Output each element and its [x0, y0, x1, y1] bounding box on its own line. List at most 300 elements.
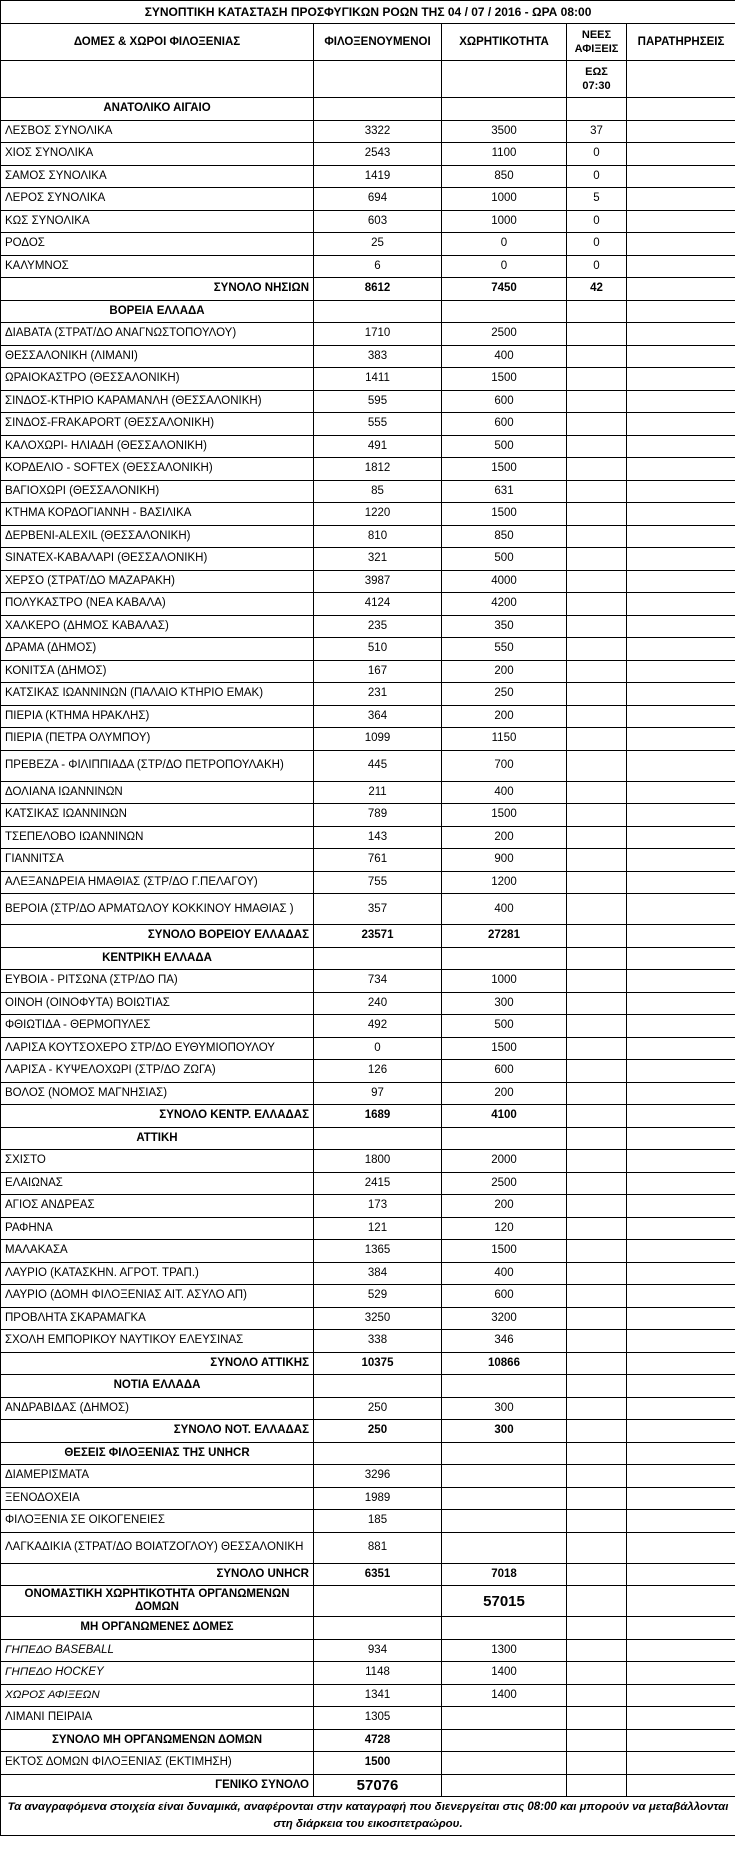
hosted-count: 755	[314, 871, 442, 894]
capacity-count: 1500	[442, 503, 567, 526]
table-row	[1, 503, 735, 526]
remarks-cell	[627, 1060, 735, 1083]
facility-name: ΧΕΡΣΟ (ΣΤΡΑΤ/ΔΟ ΜΑΖΑΡΑΚΗ)	[1, 570, 314, 593]
section-header-unorganized	[1, 1617, 735, 1640]
header-new-arrivals: ΝΕΕΣ ΑΦΙΞΕΙΣ	[567, 24, 627, 61]
arrivals-count	[567, 1195, 627, 1218]
total-hosted: 250	[314, 1420, 442, 1443]
arrivals-count	[567, 781, 627, 804]
arrivals-count	[567, 638, 627, 661]
table-row	[1, 210, 735, 233]
arrivals-count	[567, 570, 627, 593]
facility-name: ΧΩΡΟΣ ΑΦΙΞΕΩΝ	[1, 1684, 314, 1707]
table-row	[1, 1662, 735, 1685]
header-capacity: ΧΩΡΗΤΙΚΟΤΗΤΑ	[442, 24, 567, 61]
arrivals-count	[567, 804, 627, 827]
facility-name: ΒΑΓΙΟΧΩΡΙ (ΘΕΣΣΑΛΟΝΙΚΗ)	[1, 480, 314, 503]
facility-name: ΩΡΑΙΟΚΑΣΤΡΟ (ΘΕΣΣΑΛΟΝΙΚΗ)	[1, 368, 314, 391]
table-row	[1, 1262, 735, 1285]
section-title: ΒΟΡΕΙΑ ΕΛΛΑΔΑ	[1, 300, 314, 323]
hosted-count: 0	[314, 1037, 442, 1060]
capacity-count: 1000	[442, 188, 567, 211]
remarks-cell	[627, 413, 735, 436]
table-row	[1, 593, 735, 616]
table-row	[1, 143, 735, 166]
total-hosted: 8612	[314, 278, 442, 301]
table-row	[1, 728, 735, 751]
hosted-count: 1812	[314, 458, 442, 481]
remarks-cell	[627, 143, 735, 166]
hosted-count: 1710	[314, 323, 442, 346]
remarks-cell	[627, 1240, 735, 1263]
section-header-south	[1, 1375, 735, 1398]
organized-capacity-row	[1, 1586, 735, 1617]
capacity-count: 850	[442, 165, 567, 188]
facility-name: ΠΟΛΥΚΑΣΤΡΟ (ΝΕΑ ΚΑΒΑΛΑ)	[1, 593, 314, 616]
hosted-count: 810	[314, 525, 442, 548]
section-header-unhcr	[1, 1442, 735, 1465]
table-row	[1, 188, 735, 211]
total-capacity: 7018	[442, 1563, 567, 1586]
arrivals-count	[567, 1330, 627, 1353]
header-remarks: ΠΑΡΑΤΗΡΗΣΕΙΣ	[627, 24, 735, 61]
hosted-count: 211	[314, 781, 442, 804]
facility-name: ΑΓΙΟΣ ΑΝΔΡΕΑΣ	[1, 1195, 314, 1218]
remarks-cell	[627, 188, 735, 211]
facility-name: ΓΗΠΕΔΟ BASEBALL	[1, 1639, 314, 1662]
table-row	[1, 1487, 735, 1510]
table-row	[1, 435, 735, 458]
capacity-count: 2500	[442, 1172, 567, 1195]
capacity-count: 1100	[442, 143, 567, 166]
remarks-cell	[627, 638, 735, 661]
table-row	[1, 525, 735, 548]
facility-name: ΚΟΡΔΕΛΙΟ - SOFTEX (ΘΕΣΣΑΛΟΝΙΚΗ)	[1, 458, 314, 481]
hosted-count: 529	[314, 1285, 442, 1308]
arrivals-count	[567, 660, 627, 683]
hosted-count: 173	[314, 1195, 442, 1218]
remarks-cell	[627, 345, 735, 368]
capacity-count: 4200	[442, 593, 567, 616]
table-row	[1, 660, 735, 683]
total-label: ΣΥΝΟΛΟ ΝΗΣΙΩΝ	[1, 278, 314, 301]
remarks-cell	[627, 570, 735, 593]
hosted-count: 694	[314, 188, 442, 211]
remarks-cell	[627, 849, 735, 872]
facility-name: ΣΧΙΣΤΟ	[1, 1150, 314, 1173]
capacity-count: 400	[442, 781, 567, 804]
hosted-count: 3296	[314, 1465, 442, 1488]
remarks-cell	[627, 1487, 735, 1510]
total-arrivals	[567, 1420, 627, 1443]
table-row	[1, 1397, 735, 1420]
organized-capacity-value: 57015	[442, 1586, 567, 1617]
remarks-cell	[627, 548, 735, 571]
facility-name: ΛΑΥΡΙΟ (ΔΟΜΗ ΦΙΛΟΞΕΝΙΑΣ ΑΙΤ. ΑΣΥΛΟ ΑΠ)	[1, 1285, 314, 1308]
remarks-cell	[627, 368, 735, 391]
hosted-count: 445	[314, 750, 442, 781]
remarks-cell	[627, 255, 735, 278]
table-row	[1, 1465, 735, 1488]
facility-name: ΚΑΤΣΙΚΑΣ ΙΩΑΝΝΙΝΩΝ	[1, 804, 314, 827]
facility-name: ΔΟΛΙΑΝΑ ΙΩΑΝΝΙΝΩΝ	[1, 781, 314, 804]
remarks-cell	[627, 894, 735, 925]
remarks-cell	[627, 1172, 735, 1195]
table-row	[1, 413, 735, 436]
grand-total-label: ΓΕΝΙΚΟ ΣΥΝΟΛΟ	[1, 1774, 314, 1797]
hosted-count: 761	[314, 849, 442, 872]
facility-name: SINATEX-ΚΑΒΑΛΑΡΙ (ΘΕΣΣΑΛΟΝΙΚΗ)	[1, 548, 314, 571]
section-title: ΜΗ ΟΡΓΑΝΩΜΕΝΕΣ ΔΟΜΕΣ	[1, 1617, 314, 1640]
capacity-count: 200	[442, 705, 567, 728]
remarks-cell	[627, 992, 735, 1015]
hosted-count: 85	[314, 480, 442, 503]
table-row	[1, 1532, 735, 1563]
facility-name: ΚΑΛΥΜΝΟΣ	[1, 255, 314, 278]
remarks-cell	[627, 1510, 735, 1533]
capacity-count: 600	[442, 1285, 567, 1308]
facility-name: ΛΑΓΚΑΔΙΚΙΑ (ΣΤΡΑΤ/ΔΟ ΒΟΙΑΤΖΟΓΛΟΥ) ΘΕΣΣΑΛΟΝΙΚΗ	[1, 1532, 314, 1563]
arrivals-count	[567, 1060, 627, 1083]
total-arrivals	[567, 1352, 627, 1375]
header-new-arrivals-time: ΕΩΣ 07:30	[567, 61, 627, 98]
table-row	[1, 1060, 735, 1083]
facility-name: ΚΑΛΟΧΩΡΙ- ΗΛΙΑΔΗ (ΘΕΣΣΑΛΟΝΙΚΗ)	[1, 435, 314, 458]
capacity-count: 500	[442, 1015, 567, 1038]
arrivals-count	[567, 1172, 627, 1195]
arrivals-count	[567, 826, 627, 849]
arrivals-count: 37	[567, 120, 627, 143]
facility-name: ΣΙΝΔΟΣ-ΚΤΗΡΙΟ ΚΑΡΑΜΑΝΛΗ (ΘΕΣΣΑΛΟΝΙΚΗ)	[1, 390, 314, 413]
hosted-count: 881	[314, 1532, 442, 1563]
table-row	[1, 1307, 735, 1330]
table-row	[1, 1172, 735, 1195]
remarks-cell	[627, 323, 735, 346]
table-row	[1, 1707, 735, 1730]
facility-name: ΦΙΛΟΞΕΝΙΑ ΣΕ ΟΙΚΟΓΕΝΕΙΕΣ	[1, 1510, 314, 1533]
capacity-count: 400	[442, 894, 567, 925]
total-arrivals	[567, 925, 627, 948]
section-total-central	[1, 1105, 735, 1128]
section-total-unorganized	[1, 1729, 735, 1752]
arrivals-count	[567, 1487, 627, 1510]
capacity-count	[442, 1487, 567, 1510]
arrivals-count: 0	[567, 210, 627, 233]
table-row	[1, 750, 735, 781]
facility-name: ΠΡΟΒΛΗΤΑ ΣΚΑΡΑΜΑΓΚΑ	[1, 1307, 314, 1330]
remarks-cell	[627, 390, 735, 413]
arrivals-count	[567, 525, 627, 548]
facility-name: ΔΡΑΜΑ (ΔΗΜΟΣ)	[1, 638, 314, 661]
total-label: ΣΥΝΟΛΟ UNHCR	[1, 1563, 314, 1586]
facility-name: ΤΣΕΠΕΛΟΒΟ ΙΩΑΝΝΙΝΩΝ	[1, 826, 314, 849]
table-row	[1, 570, 735, 593]
total-hosted: 1689	[314, 1105, 442, 1128]
arrivals-count	[567, 1217, 627, 1240]
facility-name: ΓΗΠΕΔΟ HOCKEY	[1, 1662, 314, 1685]
section-header-north	[1, 300, 735, 323]
hosted-count: 555	[314, 413, 442, 436]
table-row	[1, 480, 735, 503]
arrivals-count	[567, 413, 627, 436]
hosted-count: 357	[314, 894, 442, 925]
section-total-south	[1, 1420, 735, 1443]
hosted-count: 734	[314, 970, 442, 993]
hosted-count: 1220	[314, 503, 442, 526]
capacity-count: 3200	[442, 1307, 567, 1330]
table-row	[1, 992, 735, 1015]
facility-name: ΠΙΕΡΙΑ (ΠΕΤΡΑ ΟΛΥΜΠΟΥ)	[1, 728, 314, 751]
hosted-count: 2543	[314, 143, 442, 166]
capacity-count: 600	[442, 413, 567, 436]
remarks-cell	[627, 871, 735, 894]
capacity-count: 0	[442, 233, 567, 256]
arrivals-count	[567, 1262, 627, 1285]
table-row	[1, 1195, 735, 1218]
capacity-count: 1150	[442, 728, 567, 751]
arrivals-count	[567, 1465, 627, 1488]
remarks-cell	[627, 728, 735, 751]
hosted-count: 1800	[314, 1150, 442, 1173]
hosted-count: 1411	[314, 368, 442, 391]
facility-name: ΑΝΔΡΑΒΙΔΑΣ (ΔΗΜΟΣ)	[1, 1397, 314, 1420]
table-row	[1, 390, 735, 413]
remarks-cell	[627, 233, 735, 256]
table-row	[1, 1510, 735, 1533]
arrivals-count	[567, 1150, 627, 1173]
arrivals-count	[567, 368, 627, 391]
capacity-count	[442, 1510, 567, 1533]
capacity-count: 400	[442, 345, 567, 368]
capacity-count: 200	[442, 1195, 567, 1218]
section-total-north	[1, 925, 735, 948]
capacity-count: 1300	[442, 1639, 567, 1662]
remarks-cell	[627, 1082, 735, 1105]
facility-name: ΓΙΑΝΝΙΤΣΑ	[1, 849, 314, 872]
hosted-count: 321	[314, 548, 442, 571]
table-row	[1, 1217, 735, 1240]
total-capacity: 7450	[442, 278, 567, 301]
hosted-count: 3987	[314, 570, 442, 593]
grand-total-row	[1, 1774, 735, 1797]
section-title: ΝΟΤΙΑ ΕΛΛΑΔΑ	[1, 1375, 314, 1398]
capacity-count: 3500	[442, 120, 567, 143]
table-row	[1, 826, 735, 849]
section-header-attica	[1, 1127, 735, 1150]
total-label: ΣΥΝΟΛΟ ΚΕΝΤΡ. ΕΛΛΑΔΑΣ	[1, 1105, 314, 1128]
capacity-count: 2000	[442, 1150, 567, 1173]
total-capacity: 27281	[442, 925, 567, 948]
arrivals-count	[567, 503, 627, 526]
total-arrivals	[567, 1563, 627, 1586]
hosted-count: 510	[314, 638, 442, 661]
arrivals-count	[567, 750, 627, 781]
hosted-count: 603	[314, 210, 442, 233]
organized-capacity-label: ΟΝΟΜΑΣΤΙΚΗ ΧΩΡΗΤΙΚΟΤΗΤΑ ΟΡΓΑΝΩΜΕΝΩΝ ΔΟΜΩΝ	[1, 1586, 314, 1617]
capacity-count: 2500	[442, 323, 567, 346]
remarks-cell	[627, 1195, 735, 1218]
remarks-cell	[627, 1397, 735, 1420]
arrivals-count	[567, 548, 627, 571]
facility-name: ΟΙΝΟΗ (ΟΙΝΟΦΥΤΑ) ΒΟΙΩΤΙΑΣ	[1, 992, 314, 1015]
capacity-count: 500	[442, 435, 567, 458]
capacity-count: 600	[442, 1060, 567, 1083]
hosted-count: 1365	[314, 1240, 442, 1263]
facility-name: ΜΑΛΑΚΑΣΑ	[1, 1240, 314, 1263]
arrivals-count	[567, 871, 627, 894]
facility-name: ΚΟΝΙΤΣΑ (ΔΗΜΟΣ)	[1, 660, 314, 683]
total-label: ΣΥΝΟΛΟ ΜΗ ΟΡΓΑΝΩΜΕΝΩΝ ΔΟΜΩΝ	[1, 1729, 314, 1752]
facility-name: ΦΘΙΩΤΙΔΑ - ΘΕΡΜΟΠΥΛΕΣ	[1, 1015, 314, 1038]
arrivals-count	[567, 992, 627, 1015]
table-row	[1, 548, 735, 571]
total-capacity: 300	[442, 1420, 567, 1443]
hosted-count: 491	[314, 435, 442, 458]
hosted-count: 4124	[314, 593, 442, 616]
outside-structures-row	[1, 1752, 735, 1775]
remarks-cell	[627, 1217, 735, 1240]
hosted-count: 3250	[314, 1307, 442, 1330]
table-row	[1, 1240, 735, 1263]
section-header-central	[1, 947, 735, 970]
total-label: ΣΥΝΟΛΟ ΝΟΤ. ΕΛΛΑΔΑΣ	[1, 1420, 314, 1443]
hosted-count: 121	[314, 1217, 442, 1240]
facility-name: ΛΑΥΡΙΟ (ΚΑΤΑΣΚΗΝ. ΑΓΡΟΤ. ΤΡΑΠ.)	[1, 1262, 314, 1285]
capacity-count: 850	[442, 525, 567, 548]
remarks-cell	[627, 593, 735, 616]
remarks-cell	[627, 804, 735, 827]
remarks-cell	[627, 120, 735, 143]
remarks-cell	[627, 1532, 735, 1563]
facility-name: ΠΡΕΒΕΖΑ - ΦΙΛΙΠΠΙΑΔΑ (ΣΤΡ/ΔΟ ΠΕΤΡΟΠΟΥΛΑΚΗ)	[1, 750, 314, 781]
capacity-count: 120	[442, 1217, 567, 1240]
remarks-cell	[627, 750, 735, 781]
capacity-count: 1400	[442, 1662, 567, 1685]
total-arrivals: 42	[567, 278, 627, 301]
hosted-count: 1341	[314, 1684, 442, 1707]
table-row	[1, 368, 735, 391]
capacity-count	[442, 1532, 567, 1563]
facility-name: ΒΟΛΟΣ (ΝΟΜΟΣ ΜΑΓΝΗΣΙΑΣ)	[1, 1082, 314, 1105]
hosted-count: 250	[314, 1397, 442, 1420]
remarks-cell	[627, 480, 735, 503]
section-header-aegean	[1, 98, 735, 121]
total-capacity: 10866	[442, 1352, 567, 1375]
section-title: ΑΝΑΤΟΛΙΚΟ ΑΙΓΑΙΟ	[1, 98, 314, 121]
arrivals-count	[567, 1037, 627, 1060]
arrivals-count	[567, 390, 627, 413]
remarks-cell	[627, 503, 735, 526]
capacity-count: 400	[442, 1262, 567, 1285]
facility-name: ΣΙΝΔΟΣ-FRAKAPORT (ΘΕΣΣΑΛΟΝΙΚΗ)	[1, 413, 314, 436]
capacity-count: 200	[442, 1082, 567, 1105]
table-row	[1, 849, 735, 872]
facility-name: ΛΑΡΙΣΑ ΚΟΥΤΣΟΧΕΡΟ ΣΤΡ/ΔΟ ΕΥΘΥΜΙΟΠΟΥΛΟΥ	[1, 1037, 314, 1060]
table-row	[1, 804, 735, 827]
facility-name: ΞΕΝΟΔΟΧΕΙΑ	[1, 1487, 314, 1510]
capacity-count: 1000	[442, 210, 567, 233]
arrivals-count	[567, 593, 627, 616]
capacity-count: 1400	[442, 1684, 567, 1707]
arrivals-count	[567, 683, 627, 706]
hosted-count: 3322	[314, 120, 442, 143]
hosted-count: 492	[314, 1015, 442, 1038]
remarks-cell	[627, 705, 735, 728]
facility-name: ΣΑΜΟΣ ΣΥΝΟΛΙΚΑ	[1, 165, 314, 188]
remarks-cell	[627, 458, 735, 481]
hosted-count: 231	[314, 683, 442, 706]
arrivals-count	[567, 1240, 627, 1263]
capacity-count: 1500	[442, 804, 567, 827]
table-row	[1, 871, 735, 894]
remarks-cell	[627, 970, 735, 993]
arrivals-count	[567, 1397, 627, 1420]
footer-note: Τα αναγραφόμενα στοιχεία είναι δυναμικά, αναφέρονται στην καταγραφή που διενεργείται στις 08:00 και μπορούν να μεταβάλλονται στη διάρκεια του εικοσιτετραώρου.	[1, 1797, 735, 1836]
facility-name: ΔΙΑΒΑΤΑ (ΣΤΡΑΤ/ΔΟ ΑΝΑΓΝΩΣΤΟΠΟΥΛΟΥ)	[1, 323, 314, 346]
arrivals-count	[567, 728, 627, 751]
arrivals-count	[567, 458, 627, 481]
hosted-count: 595	[314, 390, 442, 413]
hosted-count: 364	[314, 705, 442, 728]
arrivals-count	[567, 615, 627, 638]
capacity-count: 550	[442, 638, 567, 661]
remarks-cell	[627, 1037, 735, 1060]
table-row	[1, 683, 735, 706]
hosted-count: 338	[314, 1330, 442, 1353]
hosted-count: 934	[314, 1639, 442, 1662]
remarks-cell	[627, 683, 735, 706]
total-label: ΣΥΝΟΛΟ ΒΟΡΕΙΟΥ ΕΛΛΑΔΑΣ	[1, 925, 314, 948]
remarks-cell	[627, 826, 735, 849]
facility-name: ΕΥΒΟΙΑ - ΡΙΤΣΩΝΑ (ΣΤΡ/ΔΟ ΠΑ)	[1, 970, 314, 993]
table-row	[1, 323, 735, 346]
hosted-count: 2415	[314, 1172, 442, 1195]
remarks-cell	[627, 210, 735, 233]
arrivals-count	[567, 705, 627, 728]
remarks-cell	[627, 1465, 735, 1488]
hosted-count: 126	[314, 1060, 442, 1083]
arrivals-count	[567, 480, 627, 503]
hosted-count: 1419	[314, 165, 442, 188]
table-row	[1, 638, 735, 661]
remarks-cell	[627, 435, 735, 458]
capacity-count: 1500	[442, 458, 567, 481]
capacity-count: 600	[442, 390, 567, 413]
table-row	[1, 615, 735, 638]
report-title: ΣΥΝΟΠΤΙΚΗ ΚΑΤΑΣΤΑΣΗ ΠΡΟΣΦΥΓΙΚΩΝ ΡΟΩΝ ΤΗΣ 04 / 07 / 2016 - ΩΡΑ 08:00	[1, 1, 735, 24]
arrivals-count	[567, 323, 627, 346]
table-row	[1, 1684, 735, 1707]
facility-name: ΒΕΡΟΙΑ (ΣΤΡ/ΔΟ ΑΡΜΑΤΩΛΟΥ ΚΟΚΚΙΝΟΥ ΗΜΑΘΙΑΣ )	[1, 894, 314, 925]
section-title: ΘΕΣΕΙΣ ΦΙΛΟΞΕΝΙΑΣ ΤΗΣ UNHCR	[1, 1442, 314, 1465]
total-hosted: 4728	[314, 1729, 442, 1752]
hosted-count: 384	[314, 1262, 442, 1285]
table-row	[1, 120, 735, 143]
capacity-count: 1500	[442, 368, 567, 391]
capacity-count	[442, 1707, 567, 1730]
capacity-count: 300	[442, 992, 567, 1015]
capacity-count: 631	[442, 480, 567, 503]
facility-name: ΕΛΑΙΩΝΑΣ	[1, 1172, 314, 1195]
facility-name: ΡΑΦΗΝΑ	[1, 1217, 314, 1240]
table-row	[1, 894, 735, 925]
capacity-count: 1500	[442, 1037, 567, 1060]
remarks-cell	[627, 165, 735, 188]
header-hosted: ΦΙΛΟΞΕΝΟΥΜΕΝΟΙ	[314, 24, 442, 61]
capacity-count: 250	[442, 683, 567, 706]
hosted-count: 1305	[314, 1707, 442, 1730]
remarks-cell	[627, 1015, 735, 1038]
